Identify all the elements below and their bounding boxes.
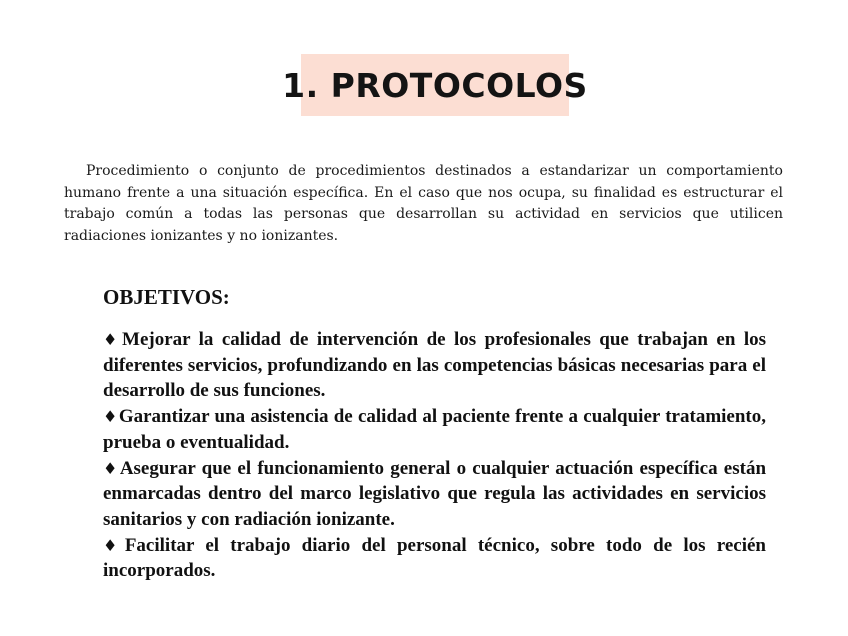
objective-text: Asegurar que el funcionamiento general o cualquier actuación específica están enmarcadas dentro del marco legislativo que regula las actividades en servicios sanitarios y con radiación ionizante. <box>103 457 767 530</box>
diamond-bullet-icon: ♦ <box>103 458 119 478</box>
diamond-bullet-icon: ♦ <box>103 407 118 427</box>
objectives-heading: OBJETIVOS: <box>103 285 230 309</box>
objective-text: Mejorar la calidad de intervención de los profesionales que trabajan en los diferentes servicios, profundizando en las competencias básicas necesarias para el desarrollo de sus funciones. <box>103 329 766 402</box>
diamond-bullet-icon: ♦ <box>103 330 122 349</box>
title-box <box>282 54 588 116</box>
intro-paragraph: Procedimiento o conjunto de procedimientos destinados a estandarizar un comportamiento humano frente a una situación específica. En el caso que nos ocupa, su finalidad es estructurar el trabajo común a todas las personas que desarrollan su actividad en servicios que utilicen radiaciones ionizantes y no ionizantes. <box>64 163 783 244</box>
objective-item <box>103 456 766 533</box>
diamond-bullet-icon: ♦ <box>103 535 124 555</box>
objective-item <box>103 533 766 584</box>
objective-item <box>103 404 766 455</box>
objectives-list <box>103 327 766 584</box>
page-title: 1. PROTOCOLOS <box>282 65 588 105</box>
objective-text: Facilitar el trabajo diario del personal técnico, sobre todo de los recién incorporados. <box>103 534 766 582</box>
objective-text: Garantizar una asistencia de calidad al paciente frente a cualquier tratamiento, prueba o eventualidad. <box>103 406 766 453</box>
objective-item <box>103 327 766 404</box>
